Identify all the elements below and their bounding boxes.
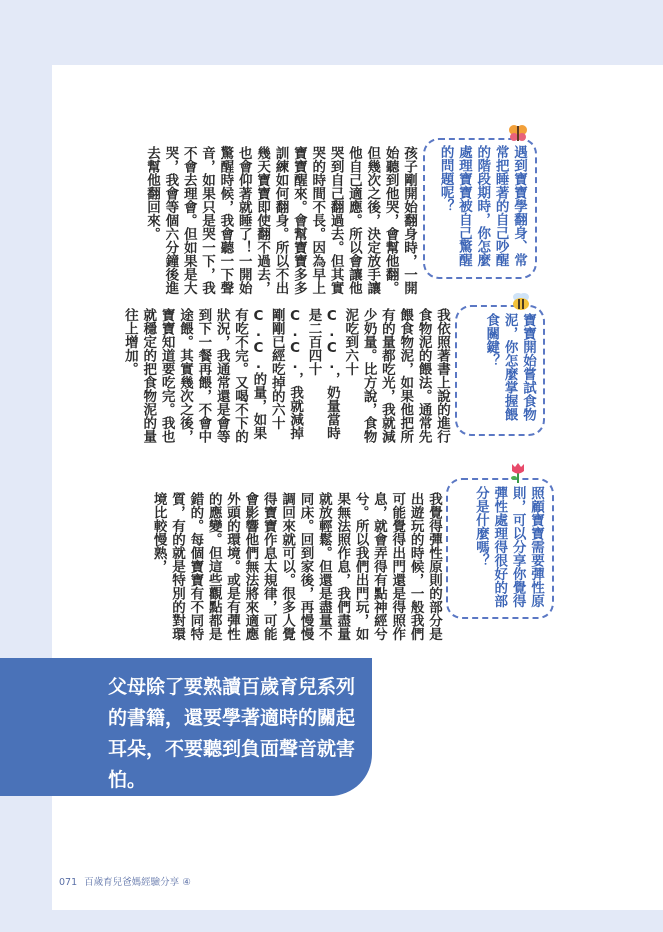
butterfly-icon <box>508 124 528 146</box>
book-title: 百歲育兒爸媽經驗分享 ④ <box>84 877 191 888</box>
question-text-1: 遇到寶寶學翻身、常常把睡著的自己吵醒的階段期時，你怎麼處理寶寶被自己驚醒的問題呢？ <box>437 145 527 267</box>
page-footer <box>59 874 191 888</box>
answer-text-1: 孩子剛開始翻身時，一開始聽到他哭，會幫他翻。但幾次之後，決定放手讓他自己適應。所以會讓他哭到自己翻過去。但其實哭的時間不長。因為早上寶寶醒來。會幫寶寶多多訓練如何翻身。所以不出幾天寶寶即使翻不過去，也會仰著就睡了！一開始驚醒時候，我會聽一下聲音，如果只是哭一下，我不會去理會。但如果是大哭，我會等個六分鐘後進去幫他翻回來。 <box>143 146 417 295</box>
question-text-3: 照顧寶寶需要彈性原則，可以分享你覺得彈性處理得很好的部分是什麼嗎？ <box>472 486 544 608</box>
answer-text-3: 我覺得彈性原則的部分是出遊玩的時候，一般我們可能覺得出門還是得照作息，就會弄得有點神經兮兮。所以我們出門玩，如果無法照作息，我們盡量就放輕鬆。但還是盡量不同床。回到家後，再慢慢調回來就可以。很多人覺得寶寶作息太規律，可能會影響他們無法將來適應外頭的環境。或是有彈性的應變。但這些觀點都是錯的。每個寶寶有不同特質，有的就是特別的對環境比較慢熟， <box>150 492 442 641</box>
callout-text: 父母除了要熟讀百歲育兒系列的書籍，還要學著適時的關起耳朵，不要聽到負面聲音就害怕。 <box>108 676 356 791</box>
question-text-2: 寶寶開始嘗試食物泥，你怎麼掌握餵食關鍵？ <box>483 313 536 421</box>
tulip-icon <box>509 462 527 488</box>
page-number: 071 <box>59 877 78 888</box>
answer-text-2: 我依照著書上說的進行食物泥的餵法。通常先餵食物泥，如果他把所有的量都吃光，我就減少奶量。比方說，食物泥吃到六十C.C.，奶量當時是二百四十C.C.，我就減掉剛剛已經吃掉的六十C.C.的量，如果有吃不完。又喝不下的狀況，我通常還是會等到下一餐再餵，不會中途餵。其實幾次之後，寶寶知道要吃完。我也就穩定的把食物泥的量往上增加。 <box>121 308 450 443</box>
